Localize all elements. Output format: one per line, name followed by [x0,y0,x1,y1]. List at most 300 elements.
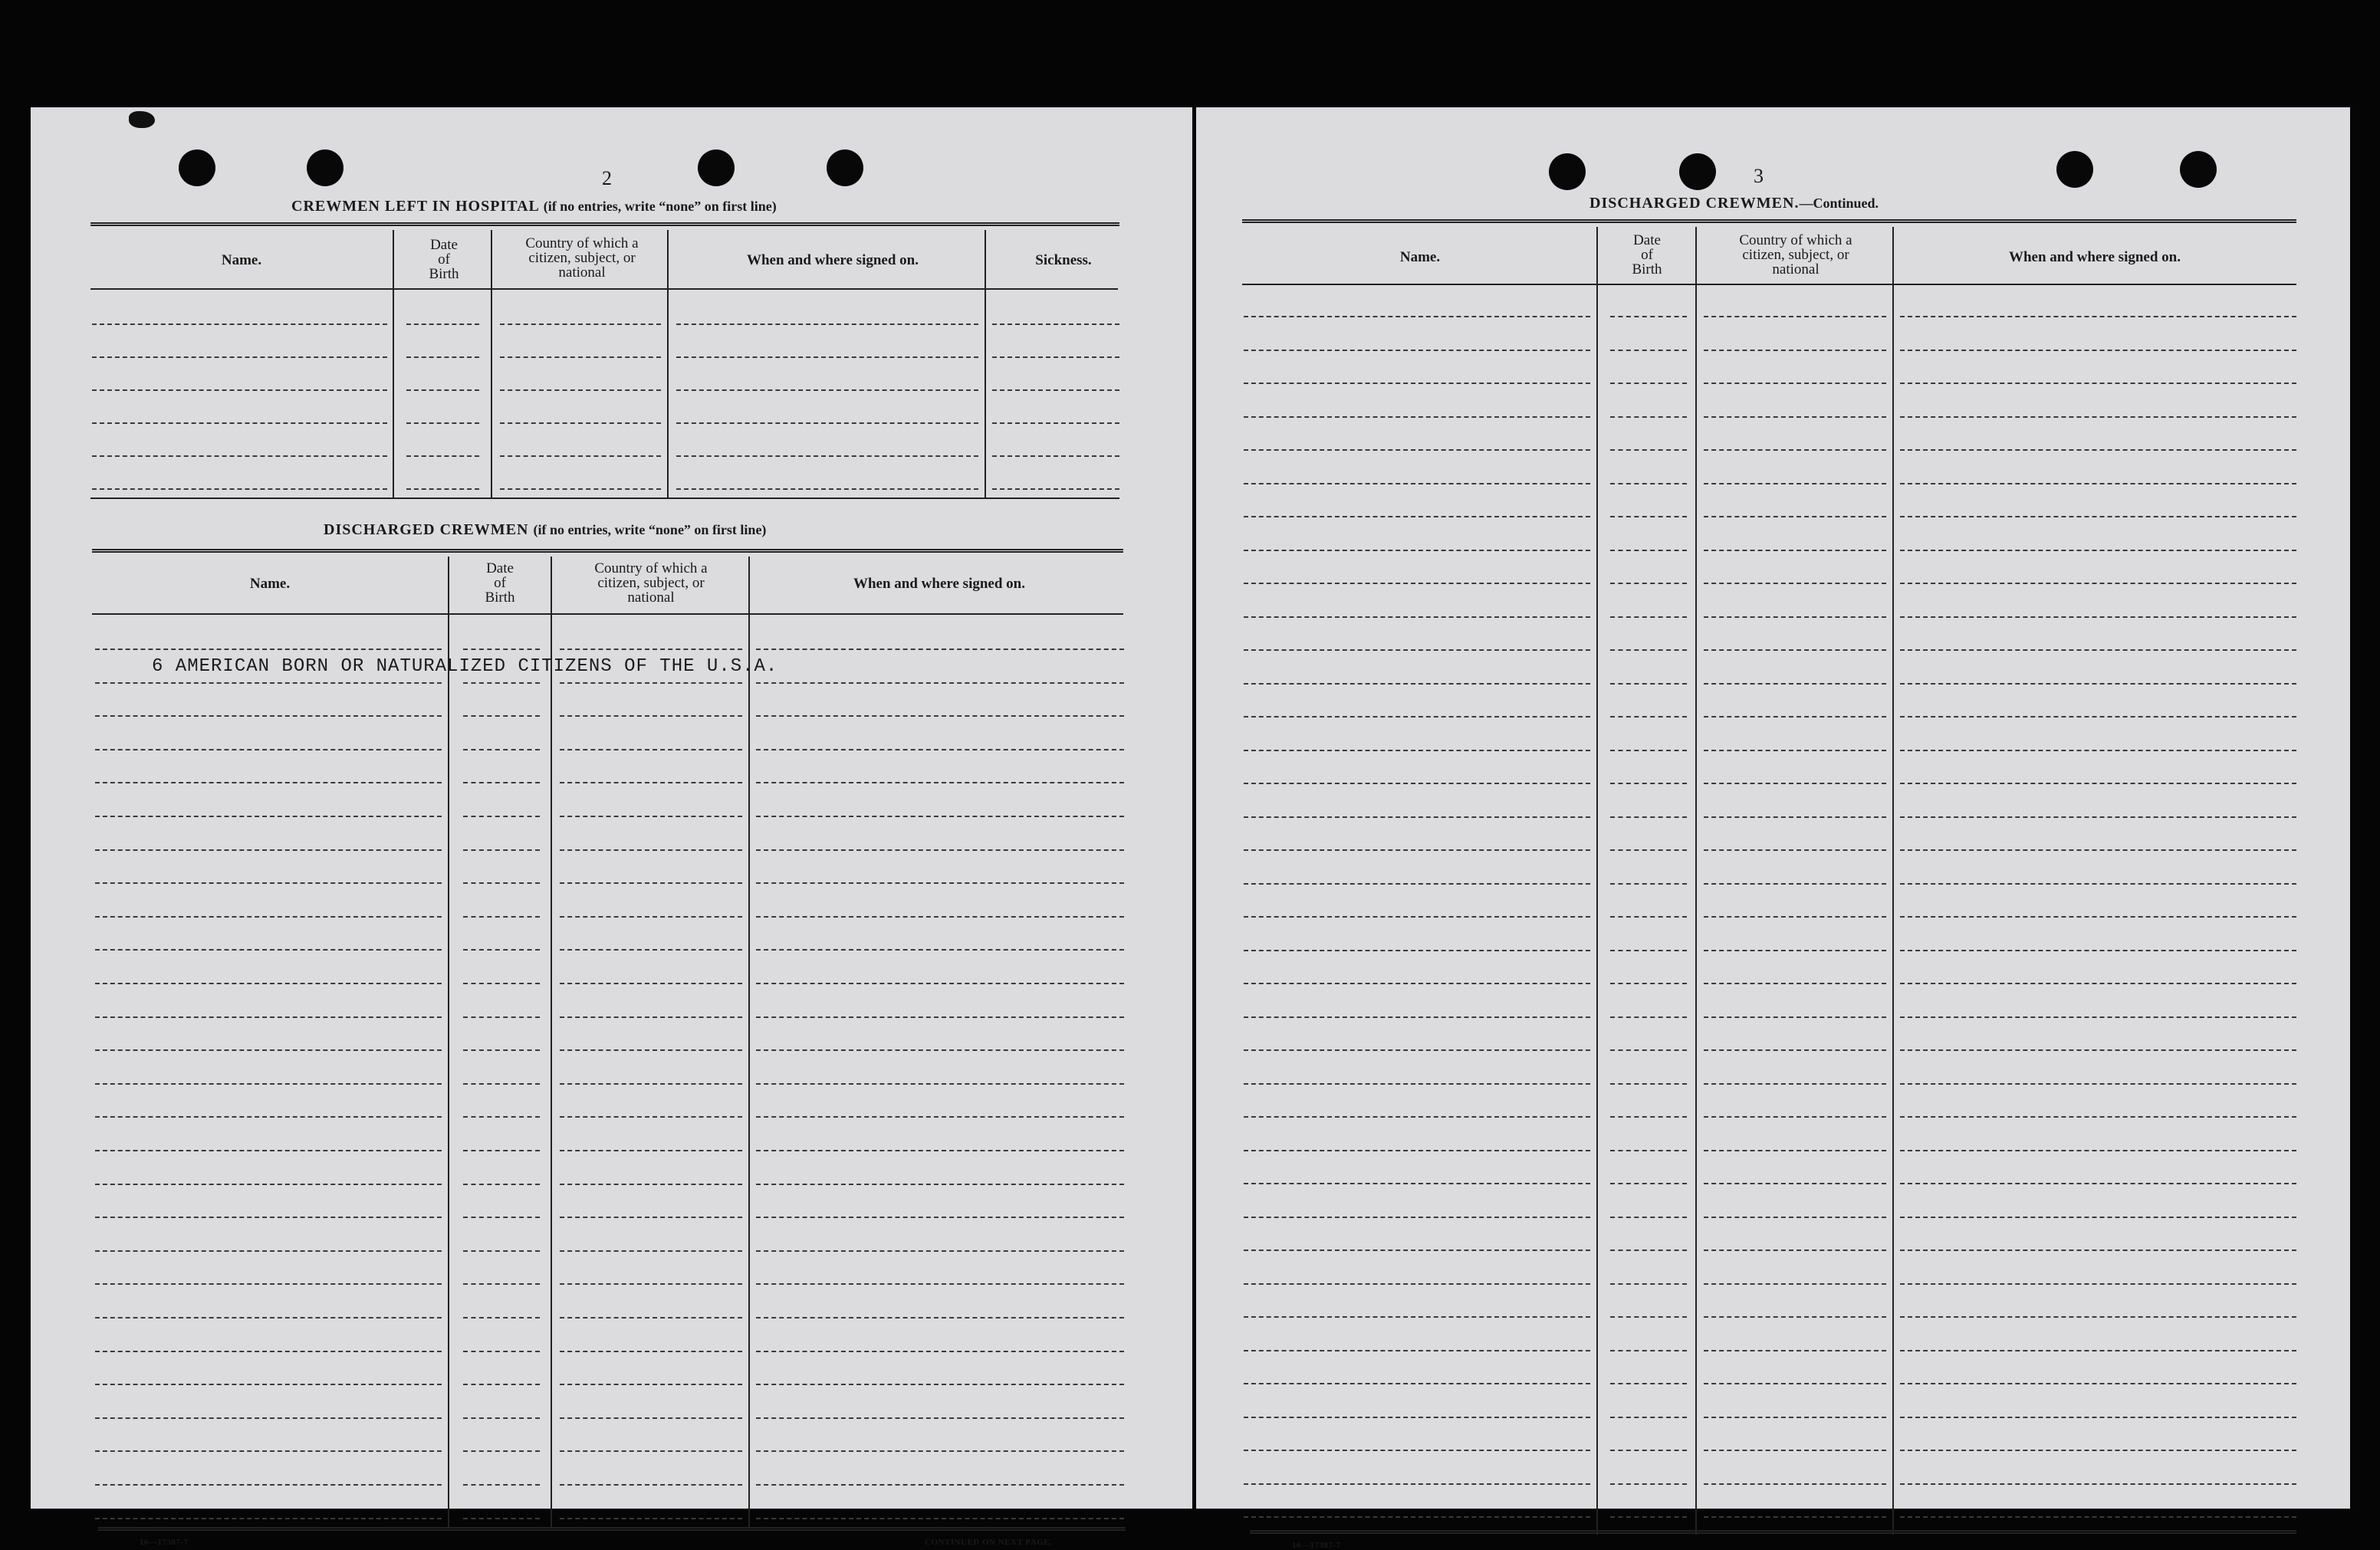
ruled-line [1900,1150,2296,1151]
ruled-line [95,1016,442,1018]
ruled-line [1704,950,1886,951]
ruled-line [95,749,442,750]
ruled-line [1610,1083,1687,1085]
left-page [31,107,1192,1547]
col-header-signed-on: When and where signed on. [746,252,919,268]
ruled-line [463,816,540,817]
punch-hole [1679,153,1716,190]
ruled-line [1610,750,1687,751]
ruled-line [95,983,442,984]
ruled-line [95,949,442,951]
ruled-line [95,782,442,783]
ruled-line [1244,683,1590,685]
ruled-line [1610,383,1687,384]
ruled-line [560,849,742,851]
ruled-line [1900,1183,2296,1184]
ruled-line [560,1518,742,1519]
ruled-line [1610,1049,1687,1051]
ruled-line [676,422,978,424]
ruled-line [756,782,1124,783]
ruled-line [1900,1116,2296,1118]
ruled-line [1610,1116,1687,1118]
ruled-line [676,323,978,325]
ruled-line [95,1150,442,1151]
ruled-line [463,1083,540,1085]
ruled-line [95,916,442,918]
column-divider [448,557,449,1527]
ruled-line [1610,1516,1687,1518]
ruled-line [560,882,742,884]
form-number: 16—17387-7 [140,1538,189,1547]
ruled-line [463,949,540,951]
ruled-line [1900,1316,2296,1318]
punch-hole [2056,151,2093,188]
ruled-line [1900,350,2296,351]
ruled-line [1610,1183,1687,1184]
ruled-line [1704,416,1886,418]
ruled-line [1244,1483,1590,1485]
ruled-line [756,816,1124,817]
ruled-line [463,1317,540,1318]
ruled-line [560,1049,742,1051]
ruled-line [1704,983,1886,984]
ruled-line [756,849,1124,851]
ruled-line [1244,383,1590,384]
col-header-signed-on: When and where signed on. [853,576,1025,592]
hospital-section-title: CREWMEN LEFT IN HOSPITAL (if no entries, write “none” on first line) [291,198,777,215]
ruled-line [406,323,479,325]
rule [90,288,1118,290]
ruled-line [1900,750,2296,751]
ruled-line [95,1317,442,1318]
ruled-line [1704,583,1886,584]
punch-hole [307,149,344,186]
ruled-line [95,1184,442,1185]
ruled-line [463,1049,540,1051]
column-divider [491,230,492,498]
ruled-line [992,389,1119,391]
ruled-line [756,949,1124,951]
ruled-line [1900,1250,2296,1251]
ruled-line [1244,1049,1590,1051]
ruled-line [1704,750,1886,751]
ruled-line [1244,1250,1590,1251]
ruled-line [1610,683,1687,685]
ruled-line [1704,516,1886,517]
ruled-line [1900,849,2296,851]
ruled-line [1244,783,1590,784]
ruled-line [1610,316,1687,317]
ruled-line [1900,1083,2296,1085]
ruled-line [1244,1316,1590,1318]
ruled-line [756,1049,1124,1051]
ruled-line [95,816,442,817]
ruled-line [1900,1016,2296,1018]
ruled-line [1704,1150,1886,1151]
ruled-line [95,849,442,851]
ruled-line [1244,649,1590,651]
ruled-line [1704,1350,1886,1351]
ruled-line [1244,350,1590,351]
ruled-line [1244,983,1590,984]
ruled-line [1900,716,2296,718]
ruled-line [756,1351,1124,1352]
ruled-line [1610,449,1687,451]
ruled-line [1244,750,1590,751]
ruled-line [1900,783,2296,784]
continued-note: CONTINUED ON NEXT PAGE. [925,1538,1053,1547]
corner-tear [129,111,155,128]
ruled-line [463,1184,540,1185]
ruled-line [560,782,742,783]
ruled-line [1900,516,2296,517]
ruled-line [463,1518,540,1519]
punch-hole [2180,151,2217,188]
ruled-line [500,356,661,358]
ruled-line [1244,583,1590,584]
ruled-line [1704,1183,1886,1184]
ruled-line [406,389,479,391]
ruled-line [992,323,1119,325]
ruled-line [95,1083,442,1085]
ruled-line [1704,1383,1886,1384]
ruled-line [463,916,540,918]
ruled-line [560,1016,742,1018]
ruled-line [463,1016,540,1018]
ruled-line [1704,1250,1886,1251]
ruled-line [560,1150,742,1151]
ruled-line [1704,883,1886,885]
ruled-line [1244,816,1590,818]
ruled-line [95,1049,442,1051]
ruled-line [756,983,1124,984]
rule [1242,219,2296,225]
ruled-line [1900,1217,2296,1218]
page-number: 3 [1754,165,1764,187]
col-header-country: Country of which a citizen, subject, or national [594,560,708,606]
ruled-line [1900,416,2296,418]
ruled-line [95,1450,442,1452]
ruled-line [1610,1283,1687,1285]
column-divider [1596,227,1598,1535]
ruled-line [1610,916,1687,918]
ruled-line [756,649,1124,650]
ruled-line [500,422,661,424]
ruled-line [1244,1183,1590,1184]
ruled-line [1900,583,2296,584]
col-header-country: Country of which a citizen, subject, or national [525,235,639,281]
ruled-line [1244,1383,1590,1384]
ruled-line [560,1083,742,1085]
ruled-line [1704,383,1886,384]
ruled-line [1610,1450,1687,1451]
ruled-line [1244,516,1590,517]
page-number: 2 [602,167,612,189]
rule [1250,1530,2296,1536]
ruled-line [95,1116,442,1118]
ruled-line [1610,1217,1687,1218]
ruled-line [1610,550,1687,551]
ruled-line [756,882,1124,884]
rule [1242,284,2296,285]
ruled-line [1244,483,1590,484]
ruled-line [1900,1383,2296,1384]
ruled-line [1900,383,2296,384]
ruled-line [95,682,442,684]
ruled-line [95,882,442,884]
ruled-line [1610,483,1687,484]
ruled-line [1704,1283,1886,1285]
column-divider [1892,227,1894,1535]
ruled-line [1704,816,1886,818]
column-divider [1695,227,1697,1535]
ruled-line [92,422,387,424]
typed-entry: 6 AMERICAN BORN OR NATURALIZED CITIZENS OF THE U.S.A. [152,656,778,677]
ruled-line [1244,1417,1590,1418]
punch-hole [698,149,735,186]
ruled-line [1704,316,1886,317]
ruled-line [1610,1350,1687,1351]
ruled-line [95,1384,442,1385]
right-page [1196,107,2350,1550]
rule [98,1527,1126,1533]
ruled-line [1244,616,1590,618]
ruled-line [560,1283,742,1285]
punch-hole [827,149,863,186]
ruled-line [756,1484,1124,1486]
ruled-line [1610,1383,1687,1384]
ruled-line [1610,350,1687,351]
ruled-line [1610,950,1687,951]
ruled-line [560,1184,742,1185]
col-header-country: Country of which a citizen, subject, or national [1739,232,1852,277]
ruled-line [1704,683,1886,685]
ruled-line [1610,783,1687,784]
ruled-line [1704,1116,1886,1118]
ruled-line [95,1250,442,1252]
ruled-line [463,983,540,984]
ruled-line [1610,983,1687,984]
ruled-line [756,1116,1124,1118]
ruled-line [1610,849,1687,851]
ruled-line [1610,583,1687,584]
ruled-line [560,649,742,650]
ruled-line [406,455,479,457]
ruled-line [1244,849,1590,851]
ruled-line [95,1283,442,1285]
ruled-line [406,488,479,490]
ruled-line [1610,616,1687,618]
ruled-line [560,715,742,717]
ruled-line [463,1484,540,1486]
ruled-line [1244,316,1590,317]
ruled-line [1704,483,1886,484]
ruled-line [756,1317,1124,1318]
col-header-name: Name. [1399,249,1441,265]
ruled-line [1704,1450,1886,1451]
ruled-line [1900,649,2296,651]
ruled-line [1244,883,1590,885]
ruled-line [463,1283,540,1285]
ruled-line [1704,350,1886,351]
ruled-line [1900,950,2296,951]
ruled-line [1704,783,1886,784]
ruled-line [676,488,978,490]
rule [92,613,1123,615]
ruled-line [1610,1016,1687,1018]
discharged-continued-title: DISCHARGED CREWMEN.—Continued. [1589,195,1879,212]
col-header-date-of-birth: Date of Birth [429,237,459,282]
ruled-line [1704,849,1886,851]
ruled-line [1704,1516,1886,1518]
ruled-line [1610,1150,1687,1151]
ruled-line [756,1016,1124,1018]
ruled-line [756,1217,1124,1218]
ruled-line [560,916,742,918]
ruled-line [463,649,540,650]
ruled-line [560,1250,742,1252]
ruled-line [1244,1450,1590,1451]
ruled-line [1704,716,1886,718]
col-header-name: Name. [249,576,291,592]
ruled-line [1704,1049,1886,1051]
ruled-line [560,816,742,817]
ruled-line [560,1116,742,1118]
ruled-line [1704,449,1886,451]
ruled-line [463,715,540,717]
ruled-line [463,1150,540,1151]
ruled-line [463,1351,540,1352]
ruled-line [756,916,1124,918]
ruled-line [1244,1083,1590,1085]
ruled-line [560,1351,742,1352]
ruled-line [1244,416,1590,418]
ruled-line [1900,683,2296,685]
ruled-line [1610,1417,1687,1418]
ruled-line [560,682,742,684]
ruled-line [560,1417,742,1419]
ruled-line [1244,1283,1590,1285]
ruled-line [1900,883,2296,885]
ruled-line [756,1417,1124,1419]
ruled-line [1704,550,1886,551]
ruled-line [560,1450,742,1452]
ruled-line [1900,316,2296,317]
ruled-line [1900,1417,2296,1418]
form-number: 16—17387-7 [1292,1541,1341,1550]
ruled-line [1704,916,1886,918]
column-divider [985,230,986,498]
ruled-line [1900,1516,2296,1518]
ruled-line [463,1250,540,1252]
ruled-line [1900,616,2296,618]
ruled-line [756,1150,1124,1151]
ruled-line [1704,1083,1886,1085]
ruled-line [1610,1483,1687,1485]
ruled-line [756,1184,1124,1185]
ruled-line [1900,1283,2296,1285]
ruled-line [463,882,540,884]
ruled-line [756,682,1124,684]
ruled-line [1704,1417,1886,1418]
ruled-line [1610,883,1687,885]
ruled-line [560,983,742,984]
ruled-line [1244,1516,1590,1518]
ruled-line [992,356,1119,358]
ruled-line [756,1250,1124,1252]
column-divider [748,557,750,1527]
rule [90,498,1119,499]
ruled-line [1704,1483,1886,1485]
ruled-line [992,488,1119,490]
column-divider [393,230,394,498]
col-header-signed-on: When and where signed on. [2008,249,2181,265]
ruled-line [92,389,387,391]
ruled-line [463,1116,540,1118]
col-header-sickness: Sickness. [1035,252,1092,268]
column-divider [667,230,669,498]
ruled-line [1704,616,1886,618]
ruled-line [560,1317,742,1318]
ruled-line [95,1484,442,1486]
ruled-line [463,1217,540,1218]
col-header-date-of-birth: Date of Birth [1632,232,1662,277]
column-divider [551,557,552,1527]
ruled-line [463,1450,540,1452]
ruled-line [560,749,742,750]
col-header-date-of-birth: Date of Birth [485,560,515,606]
ruled-line [1900,816,2296,818]
ruled-line [1244,716,1590,718]
ruled-line [463,682,540,684]
ruled-line [1610,716,1687,718]
ruled-line [676,356,978,358]
ruled-line [1610,1316,1687,1318]
ruled-line [560,1484,742,1486]
ruled-line [1900,1450,2296,1451]
col-header-name: Name. [221,252,262,268]
ruled-line [1244,950,1590,951]
rule [92,549,1123,555]
discharged-section-title: DISCHARGED CREWMEN (if no entries, write “none” on first line) [324,521,767,538]
ruled-line [560,1384,742,1385]
ruled-line [756,749,1124,750]
ruled-line [1900,483,2296,484]
ruled-line [1610,1250,1687,1251]
punch-hole [1549,153,1586,190]
ruled-line [95,1217,442,1218]
ruled-line [1900,449,2296,451]
ruled-line [756,1450,1124,1452]
ruled-line [500,455,661,457]
ruled-line [676,455,978,457]
ruled-line [1704,649,1886,651]
ruled-line [1900,550,2296,551]
ruled-line [92,323,387,325]
ruled-line [95,715,442,717]
ruled-line [560,1217,742,1218]
ruled-line [756,1518,1124,1519]
ruled-line [463,749,540,750]
ruled-line [406,422,479,424]
ruled-line [756,1384,1124,1385]
ruled-line [1610,416,1687,418]
ruled-line [463,782,540,783]
ruled-line [500,488,661,490]
ruled-line [1244,550,1590,551]
ruled-line [1900,983,2296,984]
ruled-line [1900,916,2296,918]
